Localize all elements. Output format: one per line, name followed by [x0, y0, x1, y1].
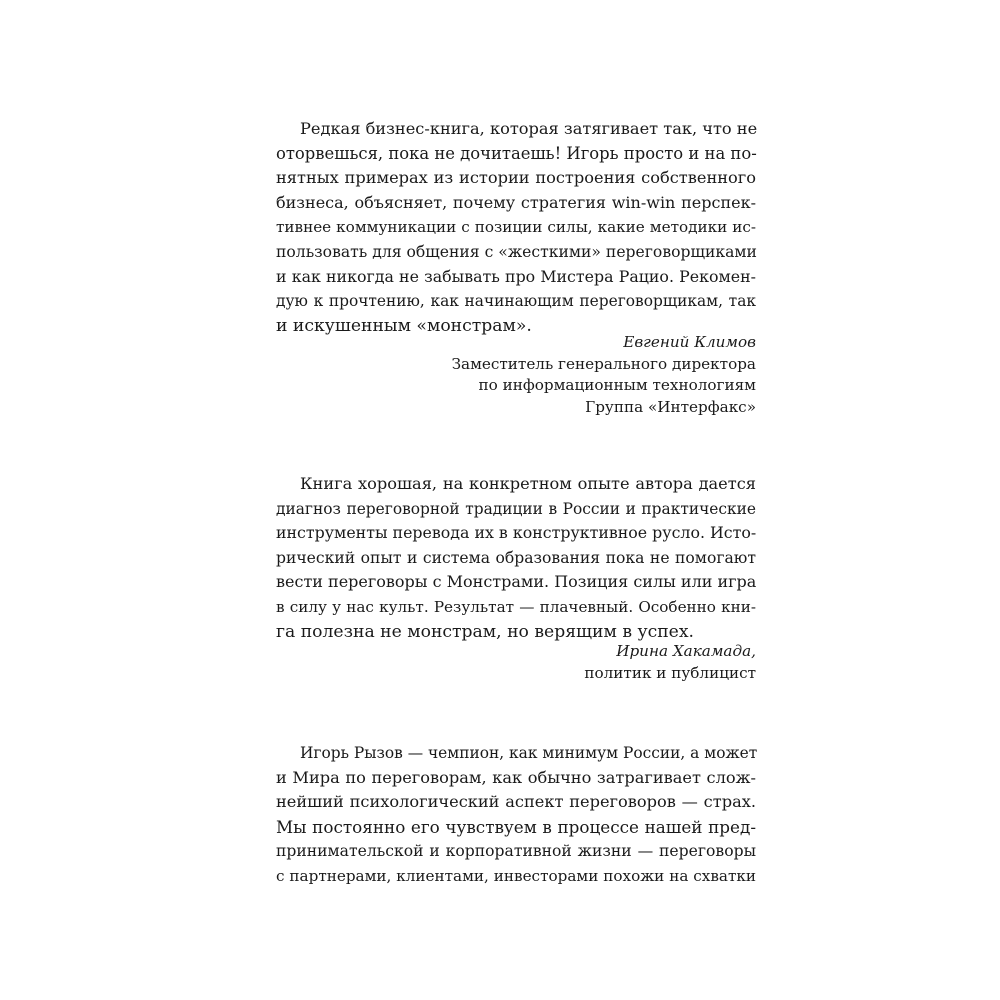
- text-line: оторвешься, пока не дочитаешь! Игорь просто и на по-: [276, 143, 757, 163]
- quote-3-text: [276, 741, 756, 889]
- text-line: рический опыт и система образования пока не помогают: [276, 548, 756, 567]
- quote-2-attribution: [276, 641, 756, 684]
- quote-1-attribution: [276, 332, 756, 418]
- text-line: дую к прочтению, как начинающим переговорщикам, так: [276, 292, 756, 311]
- text-line: и как никогда не забывать про Мистера Рацио. Рекомен-: [276, 266, 756, 286]
- text-line: инструменты перевода их в конструктивное русло. Истo-: [276, 523, 757, 543]
- text-line: Книга хорошая, на конкретном опыте автора дается: [300, 474, 756, 493]
- text-line: нятных примерах из истории построения собственного: [276, 168, 756, 188]
- quote-2-text: [276, 472, 756, 644]
- text-line: га полезна не монстрам, но верящим в успех.: [276, 621, 694, 642]
- text-line: бизнеса, объясняет, почему стратегия win-win перспек-: [276, 192, 756, 212]
- text-line: принимательской и корпоративной жизни — переговоры: [276, 842, 756, 861]
- author-role-line: Заместитель генерального директора: [451, 354, 756, 373]
- author-name: Ирина Хакамада,: [616, 642, 756, 660]
- text-line: тивнее коммуникации с позиции силы, какие методики ис-: [276, 218, 756, 237]
- text-line: Мы постоянно его чувствуем в процессе нашей пред-: [276, 816, 756, 837]
- text-line: и искушенным «монстрам».: [276, 315, 532, 336]
- text-line: Игорь Рызов — чемпион, как минимум России, а может: [300, 744, 758, 762]
- author-role-line: Группа «Интерфакс»: [585, 397, 756, 416]
- text-line: в силу у нас культ. Результат — плачевный. Особенно кни-: [276, 597, 756, 616]
- text-line: пользовать для общения с «жесткими» переговорщиками: [276, 242, 757, 261]
- author-role-line: политик и публицист: [584, 663, 756, 682]
- text-line: вести переговоры с Монстрами. Позиция силы или игра: [276, 572, 757, 592]
- text-line: нейший психологический аспект переговоров — страх.: [276, 792, 756, 812]
- author-role-line: по информационным технологиям: [478, 376, 756, 394]
- text-line: Редкая бизнес-книга, которая затягивает так, что не: [300, 119, 758, 138]
- author-name: Евгений Климов: [623, 333, 756, 351]
- text-line: с партнерами, клиентами, инвесторами похожи на схватки: [276, 866, 756, 885]
- text-line: диагноз переговорной традиции в России и практические: [276, 499, 756, 518]
- quote-1-text: [276, 117, 756, 338]
- text-line: и Мира по переговорам, как обычно затрагивает слож-: [276, 767, 756, 787]
